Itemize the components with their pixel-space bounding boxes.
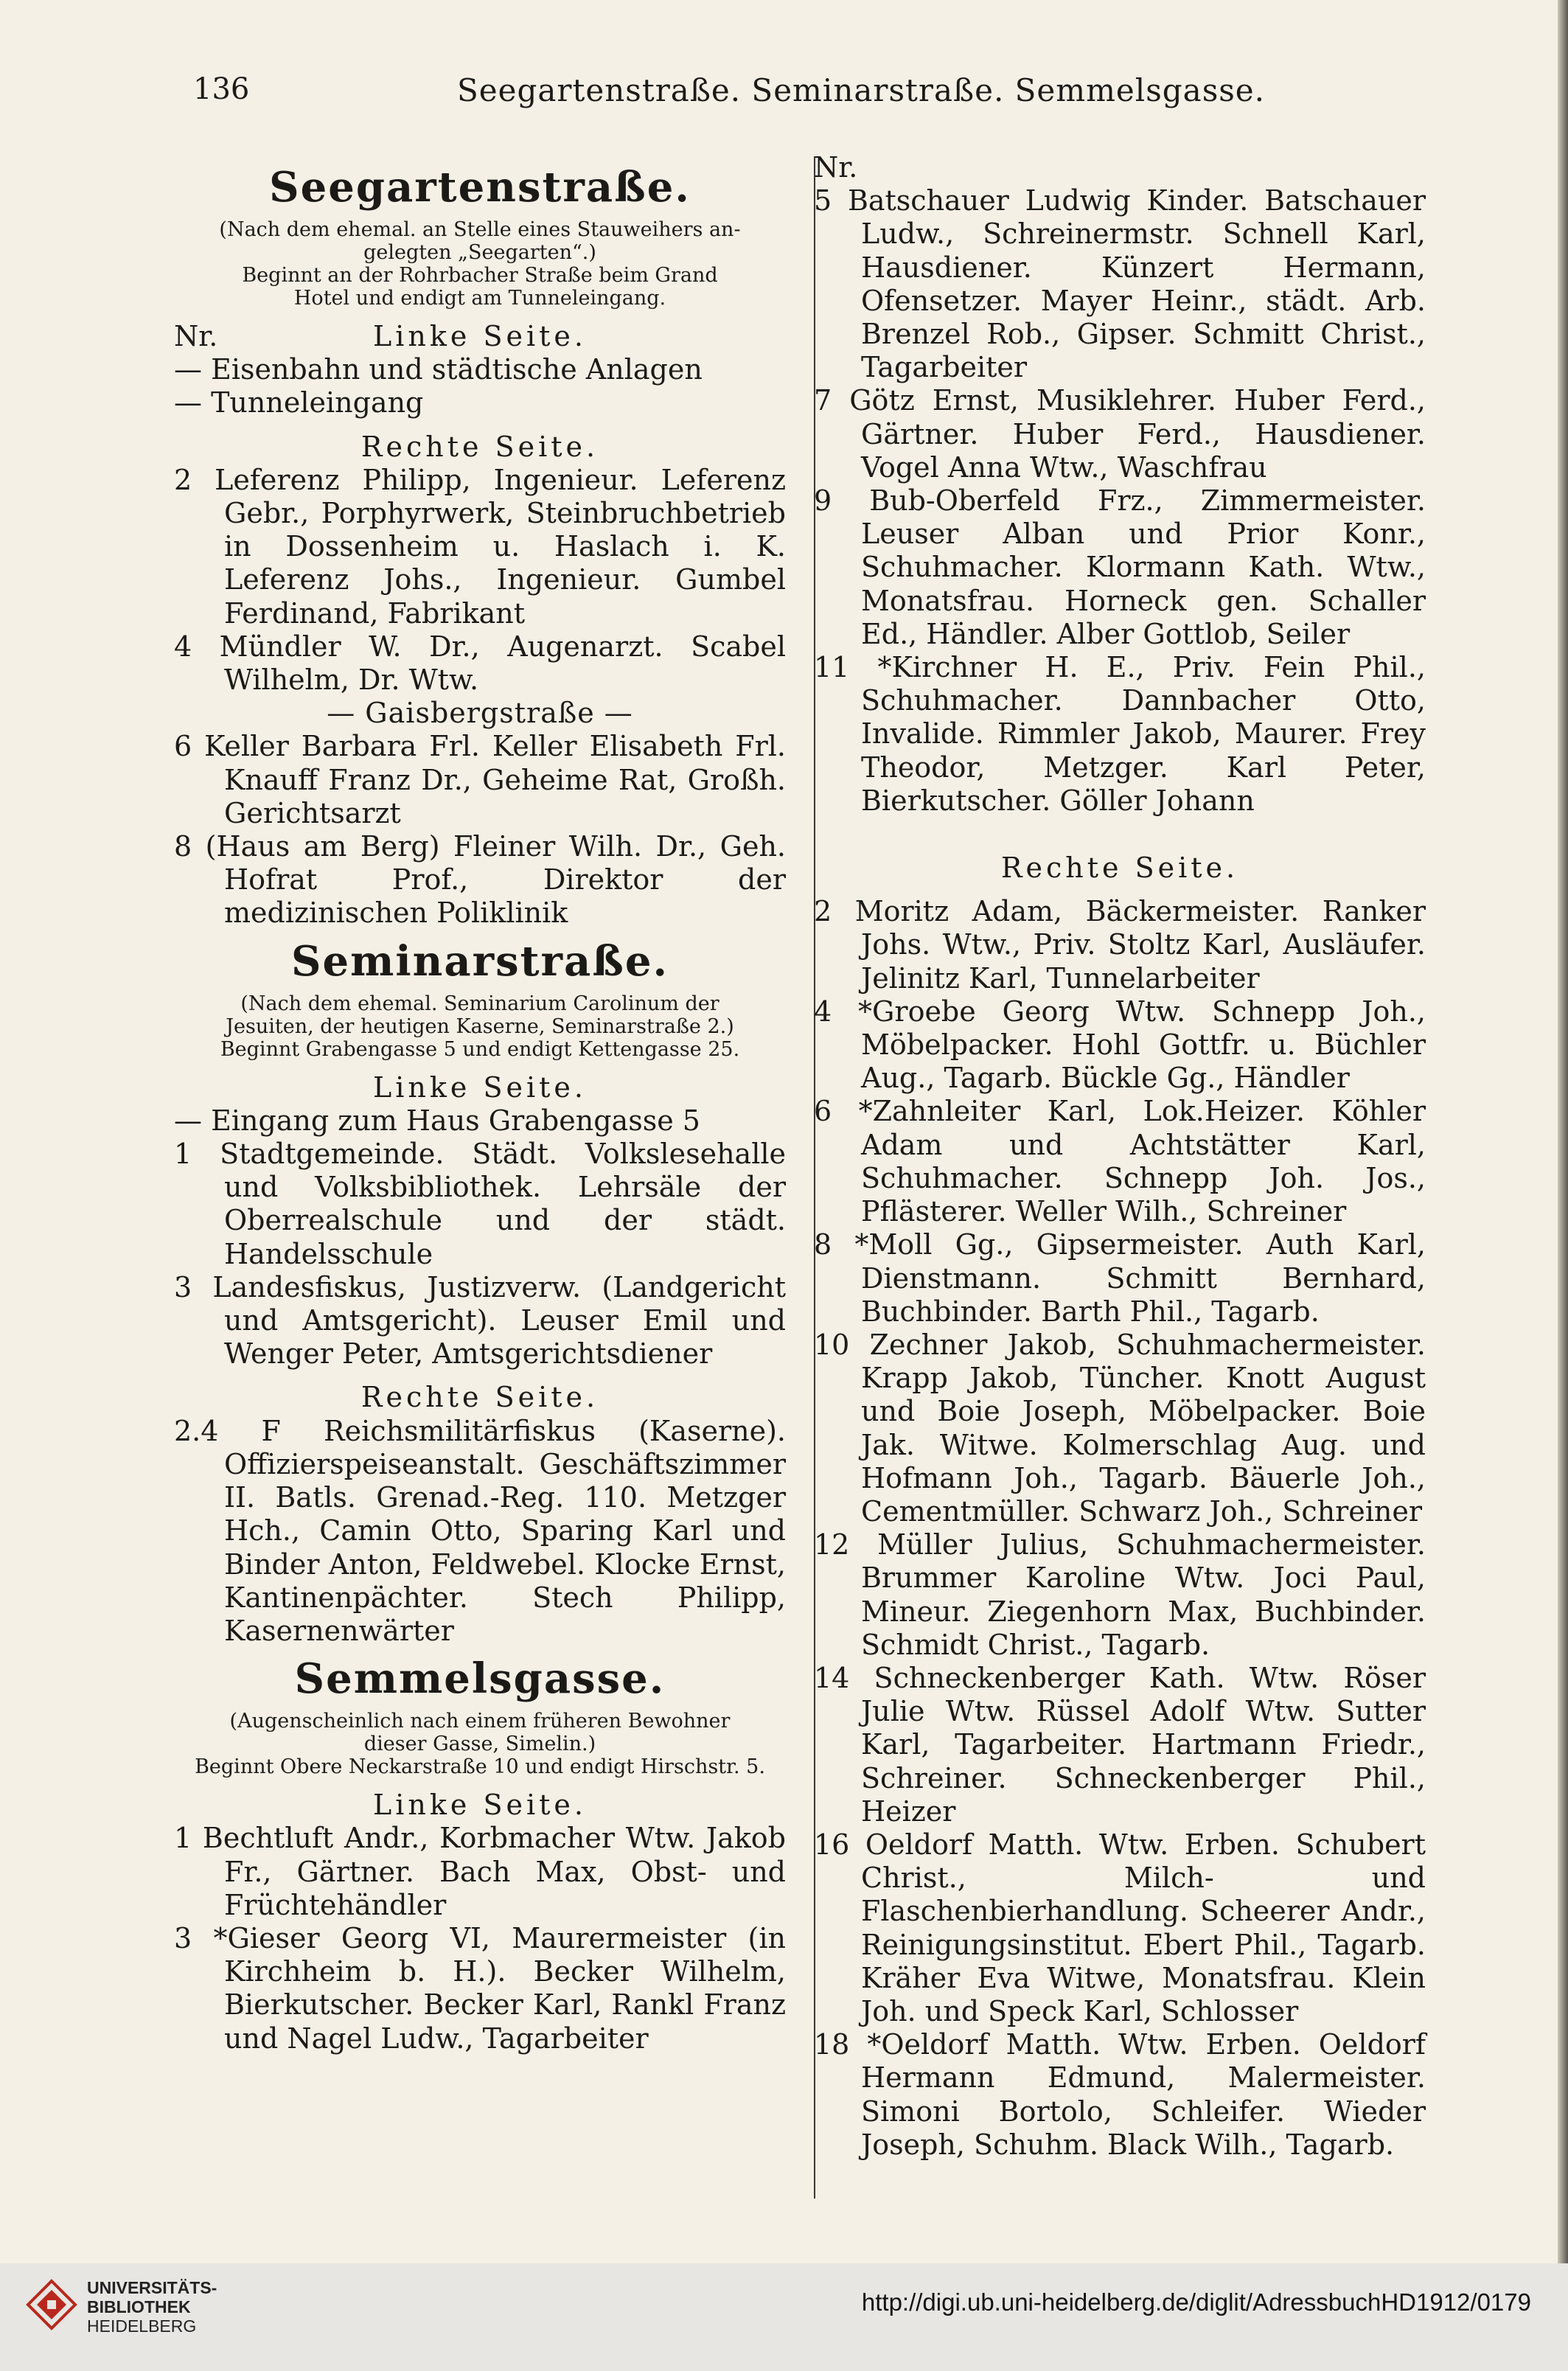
entry: 5 Batschauer Ludwig Kinder. Batschauer Ludw., Schreinermstr. Schnell Karl, Hausdiener. Künzert Hermann, Ofensetzer. Mayer Heinr., städt. Arb. Brenzel Rob., Gipser. Schmitt Christ., Tagarbeiter — [814, 184, 1426, 384]
entry: 9 Bub-Oberfeld Frz., Zimmermeister. Leuser Alban und Prior Konr., Schuhmacher. Klormann Kath. Wtw., Monatsfrau. Horneck gen. Schaller Ed., Händler. Alber Gottlob, Seiler — [814, 484, 1426, 650]
street-note: gelegten „Seegarten“.) — [363, 241, 596, 264]
street-title: Semmelsgasse. — [294, 1654, 666, 1704]
entry: 2.4 F Reichsmilitärfiskus (Kaserne). Offizierspeiseanstalt. Geschäftszimmer II. Batls. Grenad.-Reg. 110. Metzger Hch., Camin Otto, Sparing Karl und Binder Anton, Feldwebel. Klocke Ernst, Kantinenpächter. Stech Philipp, Kasernenwärter — [174, 1414, 786, 1647]
entry: — Eingang zum Haus Grabengasse 5 — [174, 1104, 700, 1137]
entry: 4 Mündler W. Dr., Augenarzt. Scabel Wilhelm, Dr. Wtw. — [174, 630, 786, 697]
entry: 12 Müller Julius, Schuhmachermeister. Brummer Karoline Wtw. Joci Paul, Mineur. Ziegenhorn Max, Buchbinder. Schmidt Christ., Tagarb. — [814, 1528, 1426, 1661]
entry: 14 Schneckenberger Kath. Wtw. Röser Julie Wtw. Rüssel Adolf Wtw. Sutter Karl, Tagarbeiter. Hartmann Friedr., Schreiner. Schneckenberger Phil., Heizer — [814, 1661, 1426, 1828]
entry: — Eisenbahn und städtische Anlagen — [174, 353, 703, 386]
entry: 3 Landesfiskus, Justizverw. (Landgericht und Amtsgericht). Leuser Emil und Wenger Peter, Amtsgerichtsdiener — [174, 1270, 786, 1371]
street-note: Jesuiten, der heutigen Kaserne, Seminarstraße 2.) — [226, 1014, 734, 1038]
side-heading: Linke Seite. — [373, 1789, 587, 1822]
running-title: Seegartenstraße. Seminarstraße. Semmelsgasse. — [457, 72, 1266, 108]
nr-label: Nr. — [814, 151, 858, 184]
entry: 11 *Kirchner H. E., Priv. Fein Phil., Schuhmacher. Dannbacher Otto, Invalide. Rimmler Jakob, Maurer. Frey Theodor, Metzger. Karl Peter, Bierkutscher. Göller Johann — [814, 651, 1426, 817]
entry: 16 Oeldorf Matth. Wtw. Erben. Schubert Christ., Milch- und Flaschenbierhandlung. Scheerer Andr., Reinigungsinstitut. Ebert Phil., Tagarb. Kräher Eva Witwe, Monatsfrau. Klein Joh. und Speck Karl, Schlosser — [814, 1828, 1426, 2027]
entry: 2 Moritz Adam, Bäckermeister. Ranker Johs. Wtw., Priv. Stoltz Karl, Ausläufer. Jelinitz Karl, Tunnelarbeiter — [814, 895, 1426, 995]
side-heading: Linke Seite. — [373, 1070, 587, 1104]
street-note: Beginnt an der Rohrbacher Straße beim Grand — [242, 264, 718, 287]
left-column — [174, 156, 786, 2055]
street-note: Beginnt Obere Neckarstraße 10 und endigt Hirschstr. 5. — [195, 1755, 765, 1779]
entry: 2 Leferenz Philipp, Ingenieur. Leferenz Gebr., Porphyrwerk, Steinbruchbetrieb in Dossenheim u. Haslach i. K. Leferenz Johs., Ingenieur. Gumbel Ferdinand, Fabrikant — [174, 463, 786, 630]
side-heading-row — [174, 320, 786, 353]
street-note: Hotel und endigt am Tunneleingang. — [293, 287, 666, 310]
entry: 1 Bechtluft Andr., Korbmacher Wtw. Jakob Fr., Gärtner. Bach Max, Obst- und Früchtehändler — [174, 1822, 786, 1921]
entry: 6 Keller Barbara Frl. Keller Elisabeth Frl. Knauff Franz Dr., Geheime Rat, Großh. Gerichtsarzt — [174, 730, 786, 829]
library-logo-icon — [25, 2278, 78, 2331]
right-column — [814, 151, 1426, 2162]
page-header — [0, 72, 1568, 116]
side-heading: Rechte Seite. — [360, 1381, 599, 1414]
entry: 8 *Moll Gg., Gipsermeister. Auth Karl, Dienstmann. Schmitt Bernhard, Buchbinder. Barth Phil., Tagarb. — [814, 1228, 1426, 1328]
entry: — Tunneleingang — [174, 386, 424, 419]
street-title: Seminarstraße. — [291, 936, 669, 986]
street-title: Seegartenstraße. — [269, 163, 691, 212]
book-edge — [1558, 0, 1568, 2371]
library-line: BIBLIOTHEK — [87, 2297, 191, 2316]
library-line: HEIDELBERG — [87, 2316, 197, 2336]
street-note: (Augenscheinlich nach einem früheren Bewohner — [229, 1710, 731, 1733]
library-line: UNIVERSITÄTS- — [87, 2278, 217, 2297]
library-name — [87, 2278, 217, 2336]
entry: 7 Götz Ernst, Musiklehrer. Huber Ferd., Gärtner. Huber Ferd., Hausdiener. Vogel Anna Wtw., Waschfrau — [814, 384, 1426, 484]
entry: 10 Zechner Jakob, Schuhmachermeister. Krapp Jakob, Tüncher. Knott August und Boie Joseph, Möbelpacker. Boie Jak. Witwe. Kolmerschlag Aug. und Hofmann Joh., Tagarb. Bäuerle Joh., Cementmüller. Schwarz Joh., Schreiner — [814, 1328, 1426, 1528]
entry: 6 *Zahnleiter Karl, Lok.Heizer. Köhler Adam und Achtstätter Karl, Schuhmacher. Schnepp Joh. Jos., Pflästerer. Weller Wilh., Schreiner — [814, 1095, 1426, 1228]
cross-street: — Gaisbergstraße — — [327, 697, 633, 730]
entry: 4 *Groebe Georg Wtw. Schnepp Joh., Möbelpacker. Hohl Gottfr. u. Büchler Aug., Tagarb. Bückle Gg., Händler — [814, 995, 1426, 1095]
source-url-link[interactable]: http://digi.ub.uni-heidelberg.de/diglit/AdressbuchHD1912/0179 — [861, 2288, 1531, 2316]
entry: 1 Stadtgemeinde. Städt. Volkslesehalle und Volksbibliothek. Lehrsäle der Oberrealschule und der städt. Handelsschule — [174, 1138, 786, 1270]
entry: 3 *Gieser Georg VI, Maurermeister (in Kirchheim b. H.). Becker Wilhelm, Bierkutscher. Becker Karl, Rankl Franz und Nagel Ludw., Tagarbeiter — [174, 1921, 786, 2055]
nr-label: Nr. — [174, 320, 218, 352]
side-heading: Linke Seite. — [373, 320, 587, 352]
entry: 8 (Haus am Berg) Fleiner Wilh. Dr., Geh. Hofrat Prof., Direktor der medizinischen Poliklinik — [174, 830, 786, 930]
side-heading: Rechte Seite. — [360, 430, 599, 463]
street-note: dieser Gasse, Simelin.) — [363, 1733, 596, 1756]
street-note: Beginnt Grabengasse 5 und endigt Kettengasse 25. — [220, 1037, 740, 1061]
street-note: (Nach dem ehemal. Seminarium Carolinum der — [240, 992, 719, 1015]
side-heading: Rechte Seite. — [1000, 852, 1239, 885]
entry: 18 *Oeldorf Matth. Wtw. Erben. Oeldorf Hermann Edmund, Malermeister. Simoni Bortolo, Schleifer. Wieder Joseph, Schuhm. Black Wilh., Tagarb. — [814, 2028, 1426, 2161]
street-note: (Nach dem ehemal. an Stelle eines Stauweihers an- — [219, 218, 741, 241]
page-number: 136 — [193, 72, 250, 106]
footer-bar — [0, 2263, 1568, 2371]
